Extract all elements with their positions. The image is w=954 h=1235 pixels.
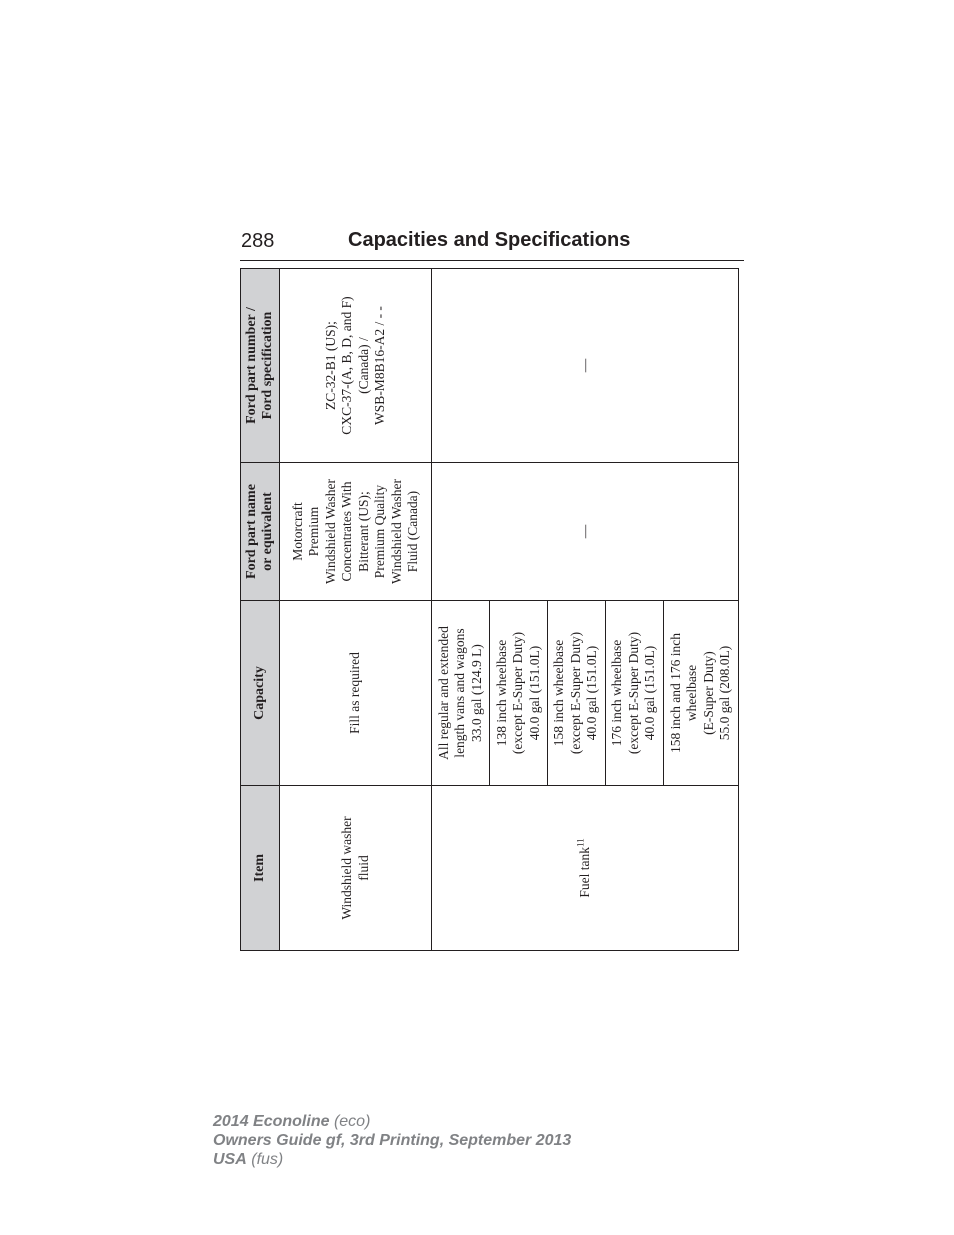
cell-item-washer: Windshield washer fluid — [280, 786, 432, 951]
footer-guide-line — [213, 1131, 571, 1150]
cell-capacity-washer: Fill as required — [280, 601, 432, 786]
cell-capacity-fuel-1: All regular and extended length vans and wagons 33.0 gal (124.9 L) — [432, 601, 490, 786]
cell-capacity-fuel-2: 138 inch wheelbase (except E-Super Duty) 40.0 gal (151.0L) — [489, 601, 547, 786]
footer-model-line — [213, 1112, 571, 1131]
cell-capacity-fuel-3: 158 inch wheelbase (except E-Super Duty) 40.0 gal (151.0L) — [547, 601, 605, 786]
footer-model: 2014 Econoline — [213, 1113, 330, 1130]
page-footer — [213, 1112, 571, 1169]
footer-guide: Owners Guide gf, 3rd Printing, September 2013 — [213, 1132, 572, 1149]
column-header-part-number: Ford part number / Ford specification — [241, 269, 280, 463]
footer-market-code: (fus) — [251, 1151, 284, 1168]
cell-part-number-fuel: — — [432, 269, 739, 463]
footer-market-line — [213, 1150, 571, 1169]
cell-part-name-washer: Motorcraft Premium Windshield Washer Concentrates With Bitterant (US); Premium Quality Windshield Washer Fluid (Canada) — [280, 463, 432, 601]
column-header-capacity: Capacity — [241, 601, 280, 786]
cell-item-fuel-tank: Fuel tank$^{11}$ — [432, 786, 739, 951]
cell-part-name-fuel: — — [432, 463, 739, 601]
column-header-item: Item — [241, 786, 280, 951]
table-row-washer-fluid — [280, 269, 432, 951]
cell-capacity-fuel-4: 176 inch wheelbase (except E-Super Duty) 40.0 gal (151.0L) — [605, 601, 663, 786]
footer-model-code: (eco) — [333, 1113, 371, 1130]
table-row-fuel-tank-1 — [432, 269, 490, 951]
page-header — [240, 228, 744, 261]
page-title: Capacities and Specifications — [348, 229, 631, 251]
page-number: 288 — [241, 230, 275, 252]
column-header-part-name: Ford part name or equivalent — [241, 463, 280, 601]
capacities-table — [240, 268, 739, 951]
table-header-row — [241, 269, 280, 951]
cell-part-number-washer: ZC-32-B1 (US); CXC-37-(A, B, D, and F) (Canada) / WSB-M8B16-A2 / - - — [280, 269, 432, 463]
capacities-table-container — [240, 269, 739, 951]
cell-capacity-fuel-5: 158 inch and 176 inch wheelbase (E-Super Duty) 55.0 gal (208.0L) — [663, 601, 738, 786]
footer-market: USA — [213, 1151, 247, 1168]
